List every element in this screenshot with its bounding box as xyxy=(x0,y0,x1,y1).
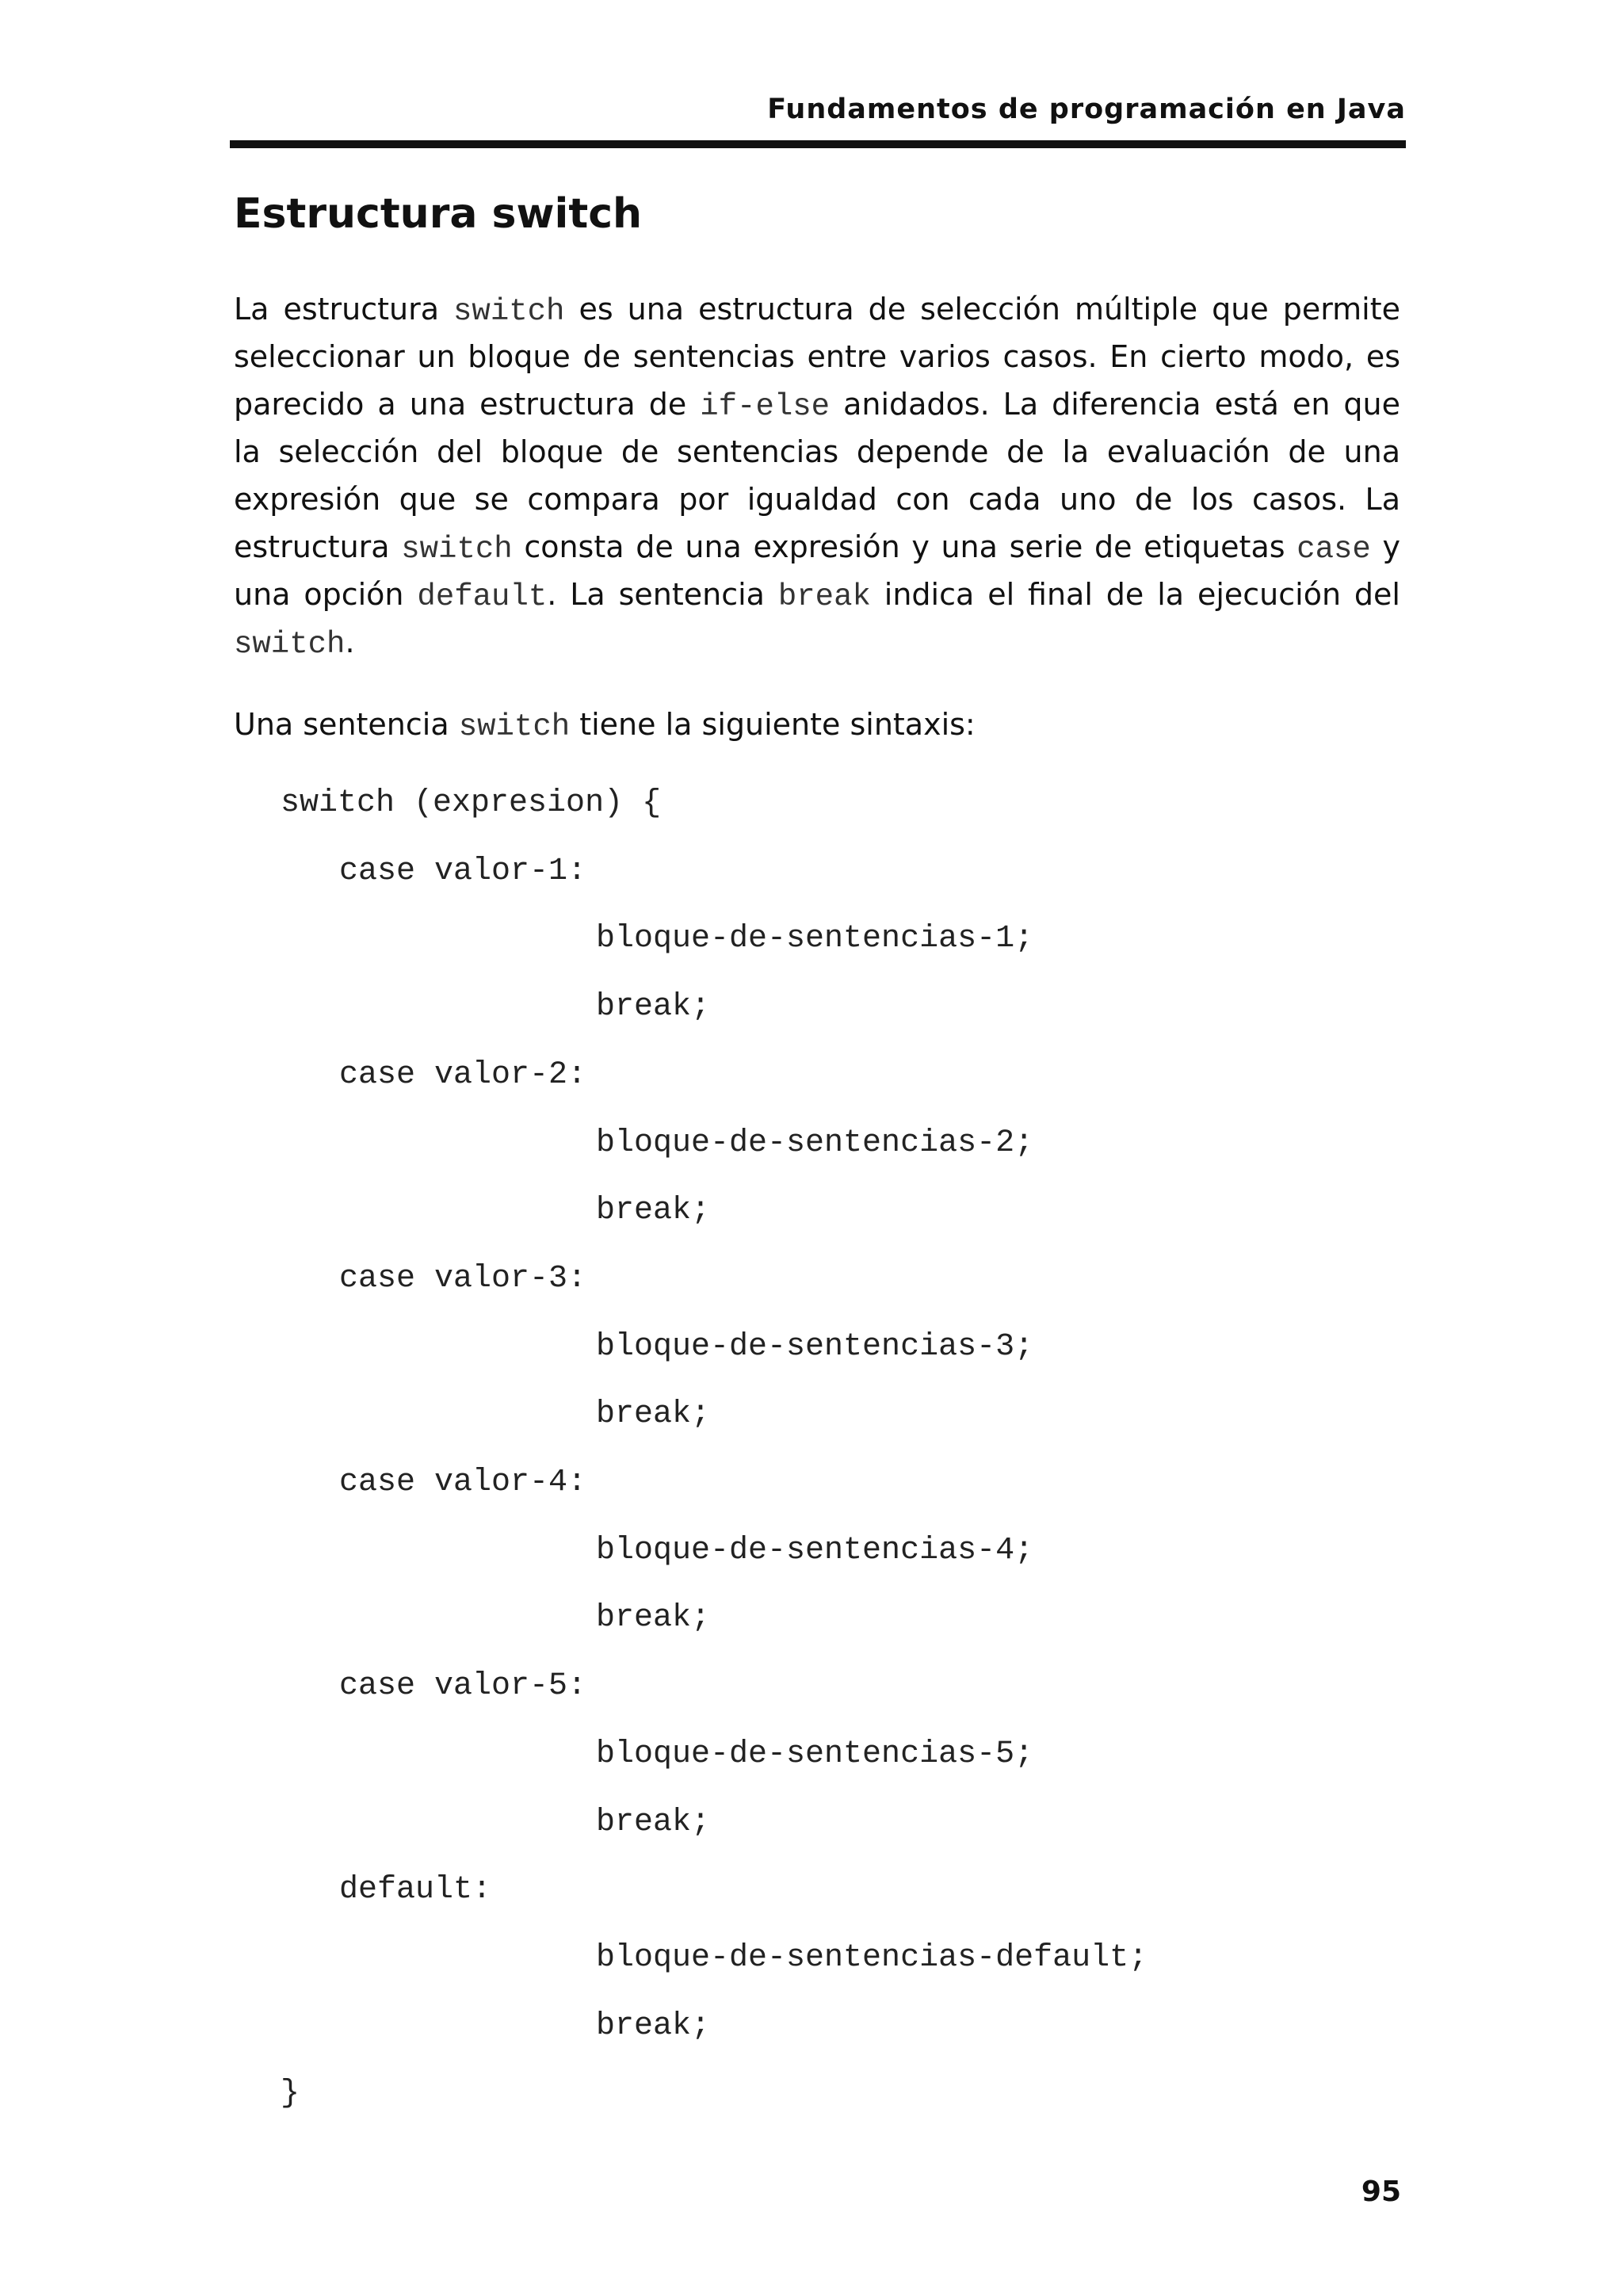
code-line: break; xyxy=(596,989,711,1026)
paragraph-line xyxy=(234,428,1400,476)
code-line: break; xyxy=(596,1600,711,1637)
inline-code: switch xyxy=(401,532,513,567)
code-line: case valor-1: xyxy=(339,853,587,889)
paragraph-text: La estructura xyxy=(234,292,454,327)
code-line: case valor-3: xyxy=(339,1260,587,1297)
paragraph-line xyxy=(234,476,1400,523)
inline-code: default xyxy=(417,579,548,614)
paragraph-text: la selección del bloque de sentencias depende de la evaluación de una xyxy=(234,434,1400,469)
paragraph-text: . La sentencia xyxy=(547,577,778,612)
syntax-intro-text-before: Una sentencia xyxy=(234,707,459,742)
paragraph-text: parecido a una estructura de xyxy=(234,387,701,422)
syntax-intro-text-after: tiene la siguiente sintaxis: xyxy=(570,707,976,742)
code-line: bloque-de-sentencias-2; xyxy=(596,1125,1034,1161)
paragraph-line xyxy=(234,333,1400,380)
paragraph-text: es una estructura de selección múltiple que permite xyxy=(564,292,1401,327)
paragraph-line xyxy=(234,618,1400,666)
header-rule xyxy=(230,140,1406,148)
paragraph-text: . xyxy=(345,625,355,659)
paragraph-line xyxy=(234,380,1400,428)
code-line: case valor-2: xyxy=(339,1056,587,1093)
inline-code: break xyxy=(777,579,871,614)
code-line: case valor-4: xyxy=(339,1465,587,1500)
paragraph-text: consta de una expresión y una serie de etiquetas xyxy=(512,529,1297,564)
paragraph-text: expresión que se compara por igualdad con cada uno de los casos. La xyxy=(234,482,1400,517)
paragraph-line xyxy=(234,571,1400,618)
inline-code: switch xyxy=(453,294,565,329)
paragraph-line xyxy=(234,285,1400,333)
syntax-intro-paragraph xyxy=(234,701,1400,751)
section-title: Estructura switch xyxy=(234,190,643,238)
paragraph-text: una opción xyxy=(234,577,418,612)
code-line: default: xyxy=(339,1872,492,1908)
code-line: break; xyxy=(596,2008,711,2044)
paragraph-text: y xyxy=(1370,529,1400,564)
code-line: break; xyxy=(596,1193,711,1229)
paragraph-text: seleccionar un bloque de sentencias entre varios casos. En cierto modo, es xyxy=(234,339,1400,374)
code-line: switch (expresion) { xyxy=(281,785,662,821)
paragraph-text: indica el final de la ejecución del xyxy=(870,577,1400,612)
code-line: bloque-de-sentencias-default; xyxy=(596,1939,1148,1976)
code-line: } xyxy=(281,2076,300,2112)
code-line: bloque-de-sentencias-1; xyxy=(596,921,1034,957)
page-number: 95 xyxy=(1361,2176,1401,2208)
code-line: bloque-de-sentencias-4; xyxy=(596,1532,1034,1568)
paragraph-line xyxy=(234,523,1400,571)
code-line: bloque-de-sentencias-5; xyxy=(596,1736,1034,1772)
running-header: Fundamentos de programación en Java xyxy=(767,94,1406,125)
inline-code: switch xyxy=(234,627,346,662)
inline-code: case xyxy=(1296,532,1371,567)
code-line: break; xyxy=(596,1804,711,1840)
paragraph-text: anidados. La diferencia está en que xyxy=(830,387,1400,422)
code-line: break; xyxy=(596,1396,711,1433)
intro-paragraph xyxy=(234,285,1400,666)
inline-code: switch xyxy=(458,709,571,744)
code-line: case valor-5: xyxy=(339,1668,587,1705)
inline-code: if-else xyxy=(700,389,831,424)
code-line: bloque-de-sentencias-3; xyxy=(596,1328,1034,1365)
paragraph-text: estructura xyxy=(234,529,402,564)
